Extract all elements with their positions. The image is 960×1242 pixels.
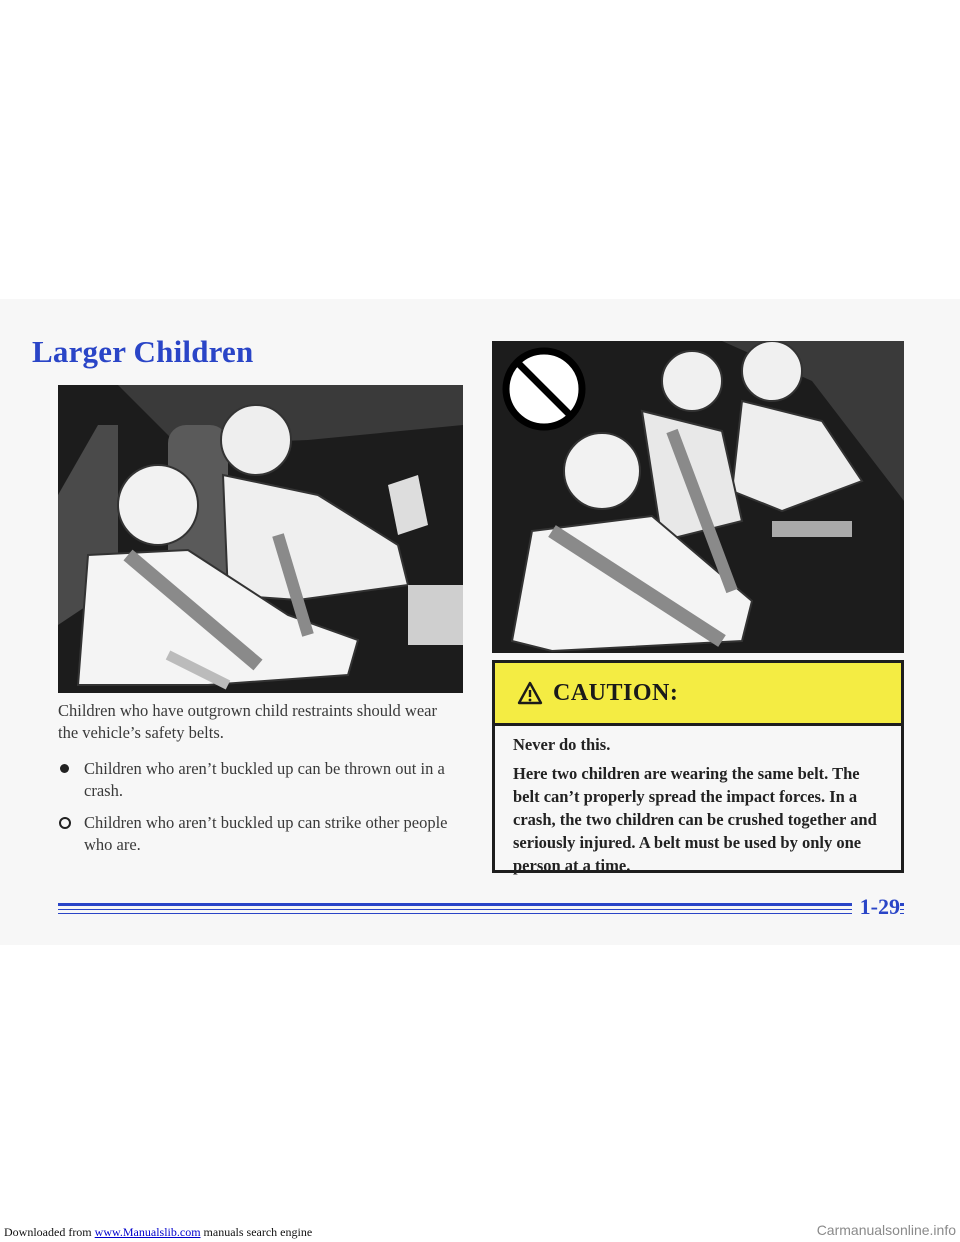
download-footer: [4, 1225, 312, 1240]
caution-box: [492, 660, 904, 873]
footer-prefix: Downloaded from: [4, 1225, 92, 1239]
list-item-text: Children who aren’t buckled up can strike other people who are.: [84, 813, 448, 854]
page-number: 1-29: [852, 894, 900, 920]
caution-lead: Never do this.: [513, 735, 611, 754]
list-item: [58, 758, 458, 802]
footer-rule: [58, 909, 904, 910]
illustration-children-sharing-belt: [492, 341, 904, 653]
bullet-icon: [60, 764, 69, 773]
bullet-list: [58, 758, 458, 866]
intro-paragraph: Children who have outgrown child restraints should wear the vehicle’s safety belts.: [58, 701, 437, 742]
footer-rule: [58, 903, 904, 906]
warning-triangle-icon: [517, 681, 543, 705]
section-heading: Larger Children: [32, 334, 254, 369]
manualslib-link[interactable]: www.Manualslib.com: [94, 1225, 201, 1239]
footer-rule: [58, 913, 904, 914]
watermark: Carmanualsonline.info: [816, 1222, 956, 1238]
caution-text: Here two children are wearing the same belt. The belt can’t properly spread the impact forces. In a crash, the two children can be crushed together and seriously injured. A belt must be used by only one person at a time.: [513, 764, 877, 875]
list-item-text: Children who aren’t buckled up can be thrown out in a crash.: [84, 759, 445, 800]
caution-banner: [495, 663, 901, 726]
caution-title: CAUTION:: [553, 679, 679, 706]
illustration-children-buckled: [58, 385, 463, 693]
list-item: [58, 812, 458, 856]
bullet-icon: [59, 817, 71, 829]
caution-body: [513, 733, 887, 883]
footer-suffix: manuals search engine: [203, 1225, 313, 1239]
no-symbol-icon: [506, 351, 582, 427]
